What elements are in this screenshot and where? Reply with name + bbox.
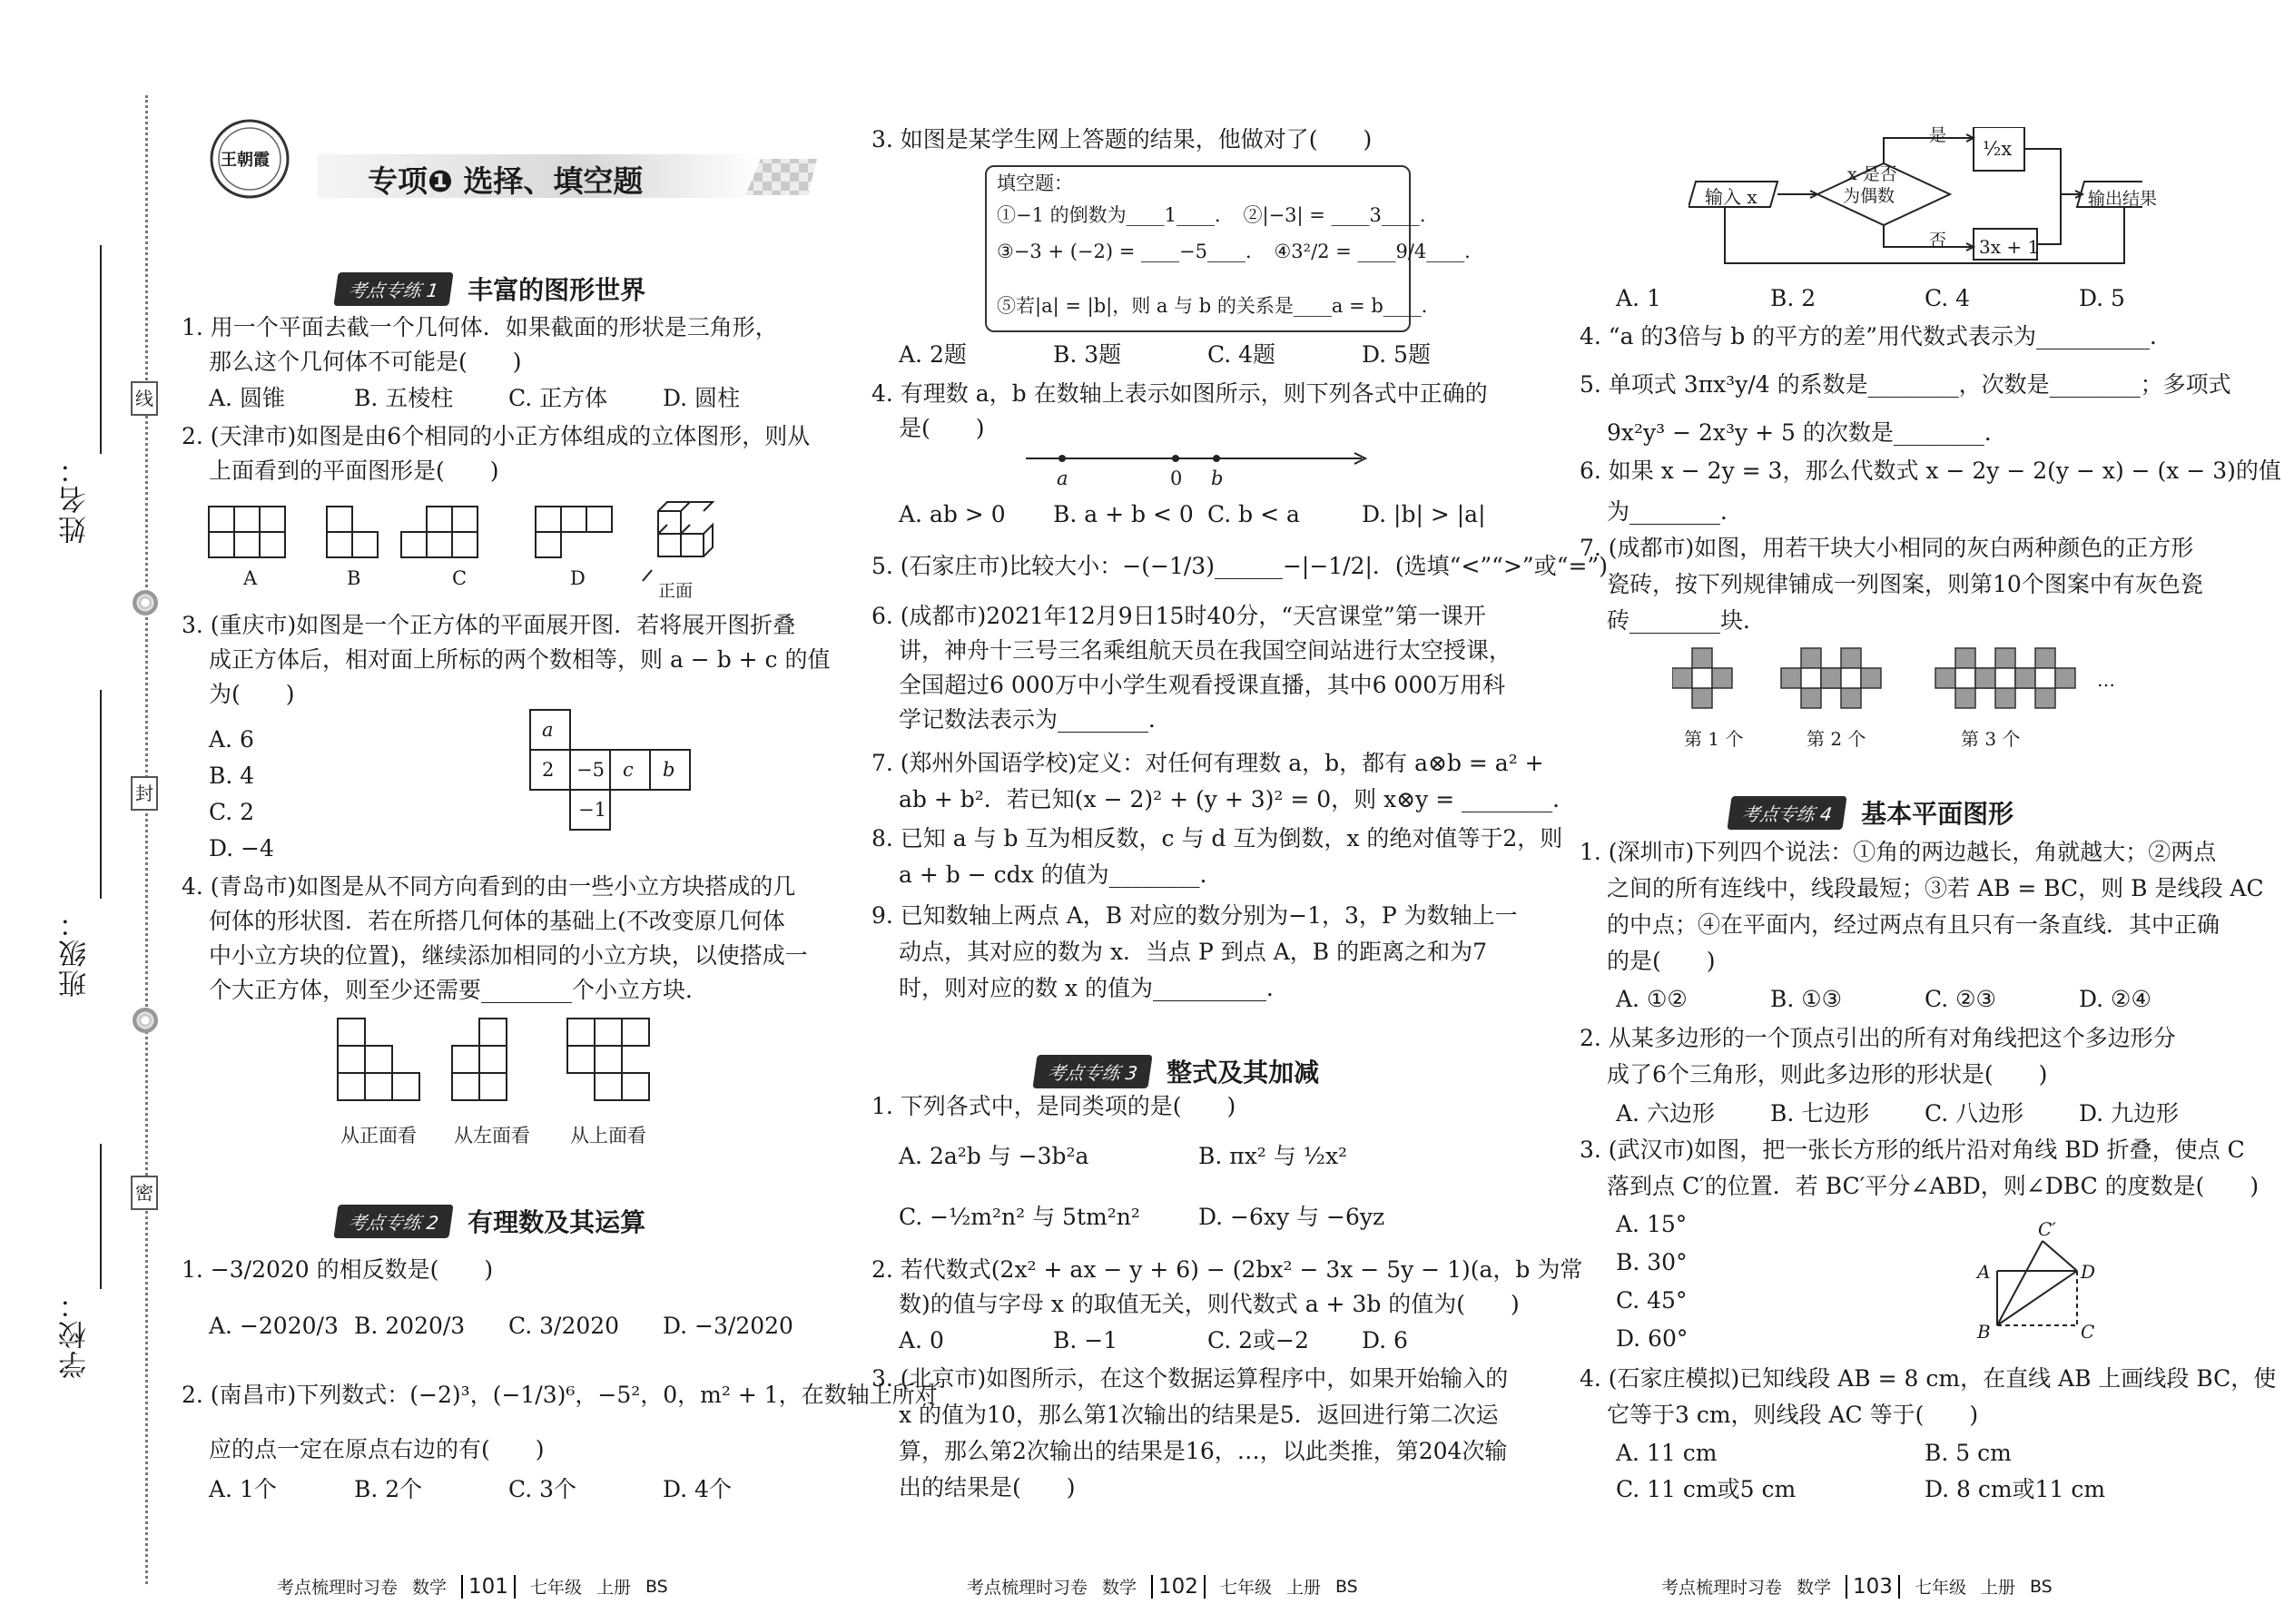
option[interactable]: B. 2个	[354, 1476, 423, 1502]
section-header	[336, 271, 645, 307]
option[interactable]: C. 八边形	[1925, 1100, 2024, 1127]
page-title: 专项❶ 选择、填空题	[368, 163, 644, 199]
question-text: 全国超过6 000万中小学生观看授课直播，其中6 000万用科	[899, 672, 1506, 698]
option[interactable]: D. −3/2020	[663, 1313, 793, 1339]
option[interactable]: D. −4	[209, 835, 274, 861]
section-title: 丰富的图形世界	[468, 275, 646, 305]
figure-label: 从左面看	[454, 1125, 530, 1147]
footer-grade: 七年级	[529, 1578, 582, 1598]
white-tile	[2035, 668, 2055, 688]
section-tag: 考点专练 1	[333, 272, 453, 306]
option[interactable]: C. 3/2020	[508, 1313, 620, 1339]
option[interactable]: D. ②④	[2079, 986, 2151, 1012]
option[interactable]: C. 11 cm或5 cm	[1616, 1476, 1797, 1502]
option[interactable]: A. 2a²b 与 −3b²a	[899, 1143, 1089, 1169]
option[interactable]: A. ①②	[1616, 986, 1688, 1012]
question-text: 何体的形状图．若在所搭几何体的基础上(不改变原几何体	[209, 908, 785, 934]
axis-label: a	[1057, 468, 1068, 489]
footer-edition: BS	[645, 1576, 668, 1597]
option[interactable]: B. 五棱柱	[354, 385, 454, 411]
axis-label: b	[1211, 468, 1224, 489]
footer-subject: 数学	[412, 1578, 448, 1598]
question-text: 6. (成都市)2021年12月9日15时40分，“天宫课堂”第一课开	[871, 603, 1486, 629]
point-label: A	[1977, 1261, 1991, 1283]
flow-input: 输入 x	[1705, 186, 1757, 208]
option[interactable]: D. 6	[1362, 1327, 1408, 1353]
gray-tile	[1955, 648, 1975, 668]
footer-term: 上册	[596, 1578, 631, 1598]
gray-tile	[1712, 668, 1732, 688]
page-number: 103	[1846, 1575, 1900, 1599]
question-text: 砖________块．	[1607, 607, 1767, 634]
footer-edition: BS	[1334, 1576, 1358, 1597]
flow-triple: 3x + 1	[1979, 236, 2040, 258]
seal-mark: 密	[131, 1176, 158, 1210]
question-text: 3. (北京市)如图所示，在这个数据运算程序中，如果开始输入的	[871, 1365, 1509, 1392]
flow-decision: 为偶数	[1843, 186, 1895, 206]
option[interactable]: B. ①③	[1770, 986, 1843, 1012]
question-text: 3. 如图是某学生网上答题的结果，他做对了( )	[871, 126, 1373, 153]
ellipsis: …	[2097, 669, 2115, 691]
flow-decision: x 是否	[1847, 164, 1897, 184]
figure-label: 正面	[658, 581, 694, 601]
option[interactable]: C. 4	[1925, 285, 1971, 311]
page-number: 102	[1151, 1575, 1206, 1599]
column-page-103	[1580, 0, 2281, 1624]
figure-label: 从上面看	[570, 1125, 646, 1147]
option[interactable]: B. 4	[209, 763, 255, 789]
question-text: 5. (石家庄市)比较大小：−(−1/3)______−|−1/2|．(选填“<”“>”或“=”)	[871, 553, 1608, 579]
question-text: 2. 从某多边形的一个顶点引出的所有对角线把这个多边形分	[1580, 1025, 2176, 1051]
option[interactable]: D. 圆柱	[663, 385, 741, 411]
option[interactable]: C. 45°	[1616, 1287, 1688, 1314]
option[interactable]: D. 60°	[1616, 1325, 1689, 1352]
option[interactable]: C. b < a	[1207, 501, 1300, 527]
point-label: C′	[2038, 1218, 2056, 1240]
figure-label: 第 2 个	[1807, 728, 1866, 750]
column-page-102	[871, 0, 1608, 1624]
option[interactable]: B. 七边形	[1770, 1100, 1870, 1127]
header-banner	[182, 109, 817, 200]
gray-tile	[1692, 688, 1712, 708]
footer-subject: 数学	[1797, 1578, 1832, 1598]
question-text: 7. (郑州外国语学校)定义：对任何有理数 a，b，都有 a⊗b = a² +	[871, 750, 1544, 776]
question-text: 应的点一定在原点右边的有( )	[209, 1436, 545, 1462]
option[interactable]: B. 3题	[1053, 341, 1122, 368]
footer-term: 上册	[1285, 1578, 1321, 1598]
flow-no: 否	[1929, 231, 1947, 251]
footer-book: 考点梳理时习卷	[1661, 1578, 1783, 1598]
gray-tile	[2035, 688, 2055, 708]
name-label: 姓名：	[59, 454, 92, 544]
figure-label: 第 3 个	[1961, 728, 2021, 750]
option[interactable]: A. 15°	[1616, 1211, 1688, 1237]
question-text: 它等于3 cm，则线段 AC 等于( )	[1607, 1402, 1979, 1428]
question-text: 学记数法表示为________．	[899, 706, 1172, 733]
tile-pattern-figure	[1672, 646, 2090, 719]
option[interactable]: C. 正方体	[508, 385, 608, 411]
option[interactable]: D. 8 cm或11 cm	[1925, 1476, 2106, 1502]
option[interactable]: A. 1个	[209, 1476, 277, 1502]
question-text: 动点，其对应的数为 x．当点 P 到点 A，B 的距离之和为7	[899, 939, 1487, 965]
question-text: 的中点；④在平面内，经过两点有且只有一条直线．其中正确	[1607, 911, 2220, 938]
figure-label: A	[243, 567, 258, 589]
option[interactable]: B. 5 cm	[1925, 1440, 2012, 1466]
question-text: 是( )	[899, 415, 985, 441]
option[interactable]: B. 30°	[1616, 1249, 1688, 1275]
option[interactable]: A. 6	[209, 726, 254, 753]
option[interactable]: A. −2020/3	[209, 1313, 339, 1339]
flow-output: 输出结果	[2088, 189, 2158, 209]
question-text: 1. 用一个平面去截一个几何体．如果截面的形状是三角形，	[182, 314, 778, 340]
white-tile	[1692, 668, 1712, 688]
question-text: 落到点 C′的位置．若 BC′平分∠ABD，则∠DBC 的度数是( )	[1607, 1173, 2260, 1199]
figure-label: B	[347, 567, 361, 589]
binding-ring-icon	[133, 590, 158, 615]
question-text: 8. 已知 a 与 b 互为相反数，c 与 d 互为倒数，x 的绝对值等于2，则	[871, 825, 1563, 851]
gray-tile	[2055, 668, 2075, 688]
page-number: 101	[461, 1575, 516, 1599]
binding-dotted-line	[145, 95, 148, 1584]
gray-tile	[2035, 648, 2055, 668]
question-text: 个大正方体，则至少还需要________个小立方块．	[209, 977, 709, 1003]
question-text: 的是( )	[1607, 948, 1716, 974]
footer-term: 上册	[1980, 1578, 2015, 1598]
option[interactable]: C. 2	[209, 799, 255, 825]
question-text: 3. (武汉市)如图，把一张长方形的纸片沿对角线 BD 折叠，使点 C	[1580, 1137, 2245, 1163]
option[interactable]: D. 5	[2079, 285, 2125, 311]
page-footer	[277, 1574, 668, 1599]
gray-tile	[1935, 668, 1955, 688]
option[interactable]: A. 1	[1616, 285, 1661, 311]
class-label: 班级：	[59, 908, 92, 998]
school-label: 学校：	[59, 1289, 92, 1379]
gray-tile	[1821, 668, 1841, 688]
net-label: b	[663, 759, 675, 781]
question-text: 2. (南昌市)下列数式：(−2)³，(−1/3)⁶，−5²，0，m² + 1，在数轴上所对	[182, 1382, 938, 1408]
q4-view-figures	[336, 1017, 717, 1107]
option[interactable]: A. 圆锥	[209, 385, 285, 411]
white-tile	[1995, 668, 2015, 688]
option[interactable]: D. −6xy 与 −6yz	[1198, 1204, 1385, 1230]
net-label: c	[623, 759, 634, 781]
option[interactable]: A. 11 cm	[1616, 1440, 1718, 1466]
option[interactable]: B. 2020/3	[354, 1313, 466, 1339]
option[interactable]: A. 2题	[899, 341, 967, 368]
footer-edition: BS	[2029, 1576, 2053, 1597]
question-text: 1. −3/2020 的相反数是( )	[182, 1256, 494, 1283]
option[interactable]: B. −1	[1053, 1327, 1118, 1353]
section-title: 有理数及其运算	[468, 1207, 646, 1237]
question-text: 2. (天津市)如图是由6个相同的小正方体组成的立体图形，则从	[182, 423, 811, 449]
question-text: 3. (重庆市)如图是一个正方体的平面展开图．若将展开图折叠	[182, 612, 796, 638]
option[interactable]: C. 4题	[1207, 341, 1276, 368]
question-text: 4. 有理数 a，b 在数轴上表示如图所示，则下列各式中正确的	[871, 380, 1488, 407]
box-line: ③−3 + (−2) = ____−5____． ④3²/2 = ____9/4____．	[997, 241, 1484, 262]
option[interactable]: C. −½m²n² 与 5tm²n²	[899, 1204, 1140, 1230]
question-text: x 的值为10，那么第1次输出的结果是5．返回进行第二次运	[899, 1402, 1499, 1428]
question-text: ab + b²．若已知(x − 2)² + (y + 3)² = 0，则 x⊗y = ________．	[899, 786, 1576, 812]
name-field[interactable]	[100, 245, 102, 454]
footer-book: 考点梳理时习卷	[967, 1578, 1088, 1598]
net-label: a	[542, 719, 554, 741]
class-field[interactable]	[100, 690, 102, 899]
gray-tile	[1801, 688, 1821, 708]
page-footer	[967, 1574, 1358, 1599]
option[interactable]: B. 2	[1770, 285, 1816, 311]
figure-label: 第 1 个	[1684, 728, 1744, 750]
question-text: 之间的所有连线中，线段最短；③若 AB = BC，则 B 是线段 AC	[1607, 875, 2264, 901]
question-text: 时，则对应的数 x 的值为__________．	[899, 975, 1289, 1001]
gray-tile	[2015, 668, 2035, 688]
box-line: 填空题：	[997, 172, 1073, 194]
question-text: 9. 已知数轴上两点 A，B 对应的数分别为−1，3，P 为数轴上一	[871, 902, 1518, 929]
option[interactable]: D. |b| > |a|	[1362, 501, 1486, 527]
question-text: 6. 如果 x − 2y = 3，那么代数式 x − 2y − 2(y − x) − (x − 3)的值	[1580, 458, 2281, 484]
box-line: ①−1 的倒数为____1____． ②|−3| = ____3____．	[997, 204, 1439, 226]
school-field[interactable]	[100, 1144, 102, 1289]
question-text: 4. (青岛市)如图是从不同方向看到的由一些小立方块搭成的几	[182, 873, 796, 900]
gray-tile	[1841, 688, 1861, 708]
section-header	[1729, 794, 2013, 831]
section-header	[1035, 1053, 1319, 1089]
flow-yes: 是	[1929, 125, 1947, 145]
option[interactable]: D. 九边形	[2079, 1100, 2180, 1127]
question-text: 成了6个三角形，则此多边形的形状是( )	[1607, 1061, 2048, 1088]
question-text: 为________．	[1607, 498, 1744, 525]
question-text: 数)的值与字母 x 的取值无关，则代数式 a + 3b 的值为( )	[899, 1291, 1520, 1317]
question-text: 5. 单项式 3πx³y/4 的系数是________，次数是________；多项式	[1580, 371, 2231, 398]
net-label: 2	[542, 759, 555, 781]
question-text: 4. “a 的3倍与 b 的平方的差”用代数式表示为__________．	[1580, 323, 2173, 349]
gray-tile	[1781, 668, 1801, 688]
option[interactable]: A. ab > 0	[899, 501, 1006, 527]
gray-tile	[1995, 648, 2015, 668]
question-text: 9x²y³ − 2x³y + 5 的次数是________．	[1607, 419, 2007, 446]
brand-logo: 王朝霞	[221, 151, 270, 170]
question-text: 算，那么第2次输出的结果是16，…，以此类推，第204次输	[899, 1438, 1508, 1464]
white-tile	[1801, 668, 1821, 688]
option[interactable]: C. ②③	[1925, 986, 1996, 1012]
option[interactable]: A. 六边形	[1616, 1100, 1715, 1127]
white-tile	[1955, 668, 1975, 688]
option[interactable]: B. πx² 与 ½x²	[1198, 1143, 1348, 1169]
number-line	[1026, 445, 1371, 490]
figure-label: D	[570, 567, 586, 589]
question-text: 瓷砖，按下列规律铺成一列图案，则第10个图案中有灰色瓷	[1607, 571, 2203, 597]
section-title: 基本平面图形	[1861, 799, 2014, 829]
question-text: 中小立方块的位置)，继续添加相同的小立方块，以使搭成一	[209, 942, 808, 969]
footer-grade: 七年级	[1914, 1578, 1966, 1598]
option[interactable]: D. 5题	[1362, 341, 1431, 368]
gray-tile	[1841, 648, 1861, 668]
gray-tile	[1672, 668, 1692, 688]
gray-tile	[1975, 668, 1995, 688]
question-text: 上面看到的平面图形是( )	[209, 458, 499, 484]
section-tag: 考点专练 2	[333, 1205, 453, 1238]
gray-tile	[1801, 648, 1821, 668]
box-line: ⑤若|a| = |b|，则 a 与 b 的关系是____a = b____．	[997, 295, 1441, 317]
question-text: a + b − cdx 的值为________．	[899, 861, 1223, 888]
net-label: −1	[578, 799, 606, 821]
question-text: 1. 下列各式中，是同类项的是( )	[871, 1093, 1236, 1119]
binding-ring-icon	[133, 1008, 158, 1033]
gray-tile	[1692, 648, 1712, 668]
gray-tile	[1955, 688, 1975, 708]
footer-subject: 数学	[1102, 1578, 1137, 1598]
question-text: 出的结果是( )	[899, 1474, 1076, 1501]
question-text: 7. (成都市)如图，用若干块大小相同的灰白两种颜色的正方形	[1580, 535, 2194, 561]
fold-rectangle-figure	[1988, 1230, 2115, 1339]
footer-grade: 七年级	[1219, 1578, 1272, 1598]
white-tile	[1841, 668, 1861, 688]
gray-tile	[1861, 668, 1881, 688]
net-label: −5	[576, 759, 605, 781]
flow-half: ½x	[1983, 138, 2013, 160]
option[interactable]: B. a + b < 0	[1053, 501, 1194, 527]
page-footer	[1661, 1574, 2053, 1599]
point-label: B	[1977, 1321, 1991, 1343]
question-text: 4. (石家庄模拟)已知线段 AB = 8 cm，在直线 AB 上画线段 BC，使	[1580, 1365, 2277, 1392]
section-title: 整式及其加减	[1167, 1058, 1320, 1088]
axis-label: 0	[1170, 468, 1183, 489]
option[interactable]: C. 3个	[508, 1476, 577, 1502]
option[interactable]: D. 4个	[663, 1476, 732, 1502]
footer-book: 考点梳理时习卷	[277, 1578, 399, 1598]
binding-margin	[0, 0, 182, 1624]
question-text: 讲，神舟十三号三名乘组航天员在我国空间站进行太空授课，	[899, 637, 1512, 664]
question-text: 成正方体后，相对面上所标的两个数相等，则 a − b + c 的值	[209, 646, 831, 673]
question-text: 为( )	[209, 681, 295, 707]
option[interactable]: A. 0	[899, 1327, 944, 1353]
question-text: 那么这个几何体不可能是( )	[209, 349, 522, 375]
seal-mark: 封	[131, 776, 158, 811]
section-tag: 考点专练 3	[1032, 1055, 1152, 1088]
option[interactable]: C. 2或−2	[1207, 1327, 1309, 1353]
seal-mark: 线	[131, 381, 158, 416]
point-label: C	[2081, 1321, 2095, 1343]
section-tag: 考点专练 4	[1727, 796, 1846, 830]
point-label: D	[2081, 1261, 2096, 1283]
figure-label: 从正面看	[340, 1125, 417, 1147]
figure-label: C	[452, 567, 468, 589]
gray-tile	[1995, 688, 2015, 708]
question-text: 2. 若代数式(2x² + ax − y + 6) − (2bx² − 3x − 5y − 1)(a，b 为常	[871, 1256, 1583, 1283]
section-header	[336, 1203, 645, 1239]
question-text: 1. (深圳市)下列四个说法：①角的两边越长，角就越大；②两点	[1580, 839, 2217, 865]
